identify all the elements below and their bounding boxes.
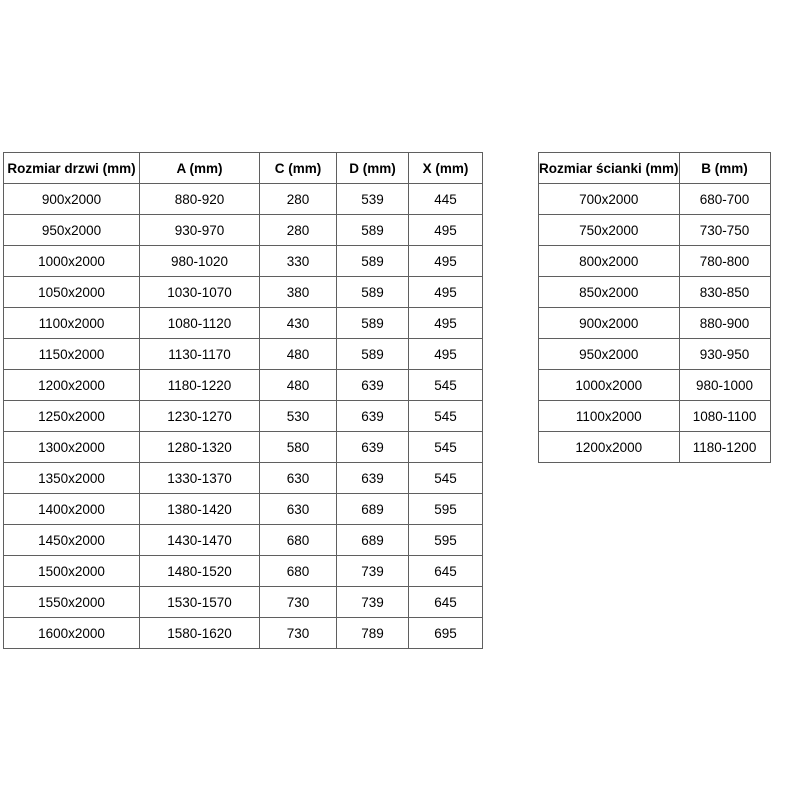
data-cell: 739 [337, 587, 409, 618]
data-cell: 789 [337, 618, 409, 649]
data-cell: 900x2000 [539, 308, 680, 339]
table-row [4, 184, 483, 215]
data-cell: 1200x2000 [4, 370, 140, 401]
data-cell: 589 [337, 277, 409, 308]
data-cell: 1400x2000 [4, 494, 140, 525]
table-row [539, 339, 771, 370]
data-cell: 639 [337, 432, 409, 463]
data-cell: 1150x2000 [4, 339, 140, 370]
data-cell: 1330-1370 [140, 463, 260, 494]
table-row [4, 525, 483, 556]
data-cell: 880-900 [679, 308, 770, 339]
data-cell: 1350x2000 [4, 463, 140, 494]
data-cell: 480 [260, 370, 337, 401]
data-cell: 730-750 [679, 215, 770, 246]
data-cell: 530 [260, 401, 337, 432]
data-cell: 739 [337, 556, 409, 587]
header-cell: X (mm) [409, 153, 483, 184]
data-cell: 280 [260, 184, 337, 215]
data-cell: 589 [337, 308, 409, 339]
data-cell: 1380-1420 [140, 494, 260, 525]
data-cell: 580 [260, 432, 337, 463]
data-cell: 1000x2000 [4, 246, 140, 277]
table-row [4, 370, 483, 401]
data-cell: 930-950 [679, 339, 770, 370]
data-cell: 950x2000 [539, 339, 680, 370]
table-row [539, 277, 771, 308]
data-cell: 430 [260, 308, 337, 339]
data-cell: 930-970 [140, 215, 260, 246]
data-cell: 689 [337, 494, 409, 525]
data-cell: 630 [260, 463, 337, 494]
data-cell: 1530-1570 [140, 587, 260, 618]
table-row [4, 246, 483, 277]
data-cell: 980-1020 [140, 246, 260, 277]
data-cell: 1030-1070 [140, 277, 260, 308]
data-cell: 1480-1520 [140, 556, 260, 587]
table-row [4, 556, 483, 587]
table-row [4, 463, 483, 494]
data-cell: 1580-1620 [140, 618, 260, 649]
data-cell: 680 [260, 525, 337, 556]
table-row [4, 587, 483, 618]
data-cell: 689 [337, 525, 409, 556]
wall-table-body [539, 184, 771, 463]
data-cell: 680 [260, 556, 337, 587]
table-row [539, 370, 771, 401]
data-cell: 639 [337, 370, 409, 401]
data-cell: 1100x2000 [4, 308, 140, 339]
data-cell: 1500x2000 [4, 556, 140, 587]
table-row [4, 277, 483, 308]
table-row [539, 184, 771, 215]
data-cell: 495 [409, 339, 483, 370]
data-cell: 495 [409, 246, 483, 277]
data-cell: 980-1000 [679, 370, 770, 401]
data-cell: 445 [409, 184, 483, 215]
data-cell: 850x2000 [539, 277, 680, 308]
data-cell: 495 [409, 308, 483, 339]
data-cell: 780-800 [679, 246, 770, 277]
data-cell: 495 [409, 215, 483, 246]
data-cell: 1130-1170 [140, 339, 260, 370]
wall-table-header [539, 153, 771, 184]
data-cell: 950x2000 [4, 215, 140, 246]
table-row [4, 401, 483, 432]
data-cell: 545 [409, 401, 483, 432]
data-cell: 495 [409, 277, 483, 308]
data-cell: 1080-1120 [140, 308, 260, 339]
data-cell: 595 [409, 525, 483, 556]
table-row [539, 401, 771, 432]
data-cell: 1250x2000 [4, 401, 140, 432]
data-cell: 589 [337, 215, 409, 246]
data-cell: 1430-1470 [140, 525, 260, 556]
data-cell: 900x2000 [4, 184, 140, 215]
data-cell: 1050x2000 [4, 277, 140, 308]
data-cell: 589 [337, 246, 409, 277]
data-cell: 880-920 [140, 184, 260, 215]
data-cell: 1600x2000 [4, 618, 140, 649]
data-cell: 1000x2000 [539, 370, 680, 401]
table-row [539, 308, 771, 339]
table-row [4, 494, 483, 525]
data-cell: 800x2000 [539, 246, 680, 277]
data-cell: 639 [337, 401, 409, 432]
door-table-header [4, 153, 483, 184]
data-cell: 750x2000 [539, 215, 680, 246]
data-cell: 1080-1100 [679, 401, 770, 432]
data-cell: 330 [260, 246, 337, 277]
table-row [539, 246, 771, 277]
header-cell: C (mm) [260, 153, 337, 184]
data-cell: 630 [260, 494, 337, 525]
data-cell: 380 [260, 277, 337, 308]
table-row [4, 215, 483, 246]
data-cell: 1450x2000 [4, 525, 140, 556]
data-cell: 1550x2000 [4, 587, 140, 618]
data-cell: 545 [409, 370, 483, 401]
table-row [4, 308, 483, 339]
data-cell: 645 [409, 556, 483, 587]
data-cell: 480 [260, 339, 337, 370]
data-cell: 830-850 [679, 277, 770, 308]
data-cell: 280 [260, 215, 337, 246]
data-cell: 700x2000 [539, 184, 680, 215]
header-cell: Rozmiar drzwi (mm) [4, 153, 140, 184]
header-row [539, 153, 771, 184]
data-cell: 1280-1320 [140, 432, 260, 463]
data-cell: 680-700 [679, 184, 770, 215]
header-cell: B (mm) [679, 153, 770, 184]
header-cell: Rozmiar ścianki (mm) [539, 153, 680, 184]
table-row [4, 339, 483, 370]
data-cell: 589 [337, 339, 409, 370]
data-cell: 730 [260, 587, 337, 618]
data-cell: 1180-1200 [679, 432, 770, 463]
data-cell: 1100x2000 [539, 401, 680, 432]
table-row [4, 618, 483, 649]
data-cell: 639 [337, 463, 409, 494]
data-cell: 1300x2000 [4, 432, 140, 463]
table-row [539, 215, 771, 246]
data-cell: 730 [260, 618, 337, 649]
table-row [539, 432, 771, 463]
table-row [4, 432, 483, 463]
data-cell: 545 [409, 463, 483, 494]
header-cell: D (mm) [337, 153, 409, 184]
data-cell: 695 [409, 618, 483, 649]
data-cell: 1230-1270 [140, 401, 260, 432]
data-cell: 645 [409, 587, 483, 618]
data-cell: 1200x2000 [539, 432, 680, 463]
data-cell: 545 [409, 432, 483, 463]
door-table-body [4, 184, 483, 649]
data-cell: 595 [409, 494, 483, 525]
header-row [4, 153, 483, 184]
data-cell: 539 [337, 184, 409, 215]
header-cell: A (mm) [140, 153, 260, 184]
data-cell: 1180-1220 [140, 370, 260, 401]
wall-size-table [538, 152, 771, 463]
door-size-table [3, 152, 483, 649]
